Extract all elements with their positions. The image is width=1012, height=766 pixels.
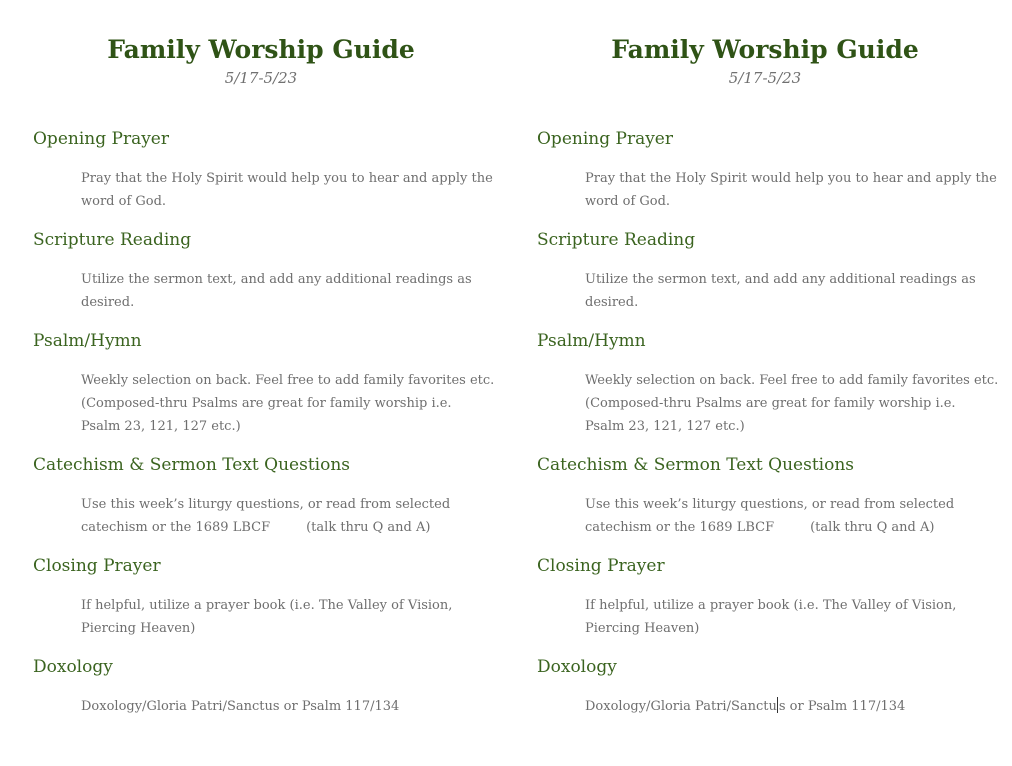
text-line [585,516,1005,539]
section-body-closing-prayer[interactable] [81,594,501,640]
text-line: Psalm 23, 121, 127 etc.) [585,419,745,434]
section-body-psalm-hymn[interactable] [81,369,501,438]
text-fragment: catechism or the 1689 LBCF [585,520,775,535]
page-title: Family Worship Guide [107,35,415,64]
section-body-scripture-reading[interactable] [81,268,501,314]
date-range: 5/17-5/23 [224,69,298,87]
text-fragment: (talk thru Q and A) [810,520,935,535]
section-body-catechism[interactable] [81,493,501,539]
section-heading-closing-prayer: Closing Prayer [537,556,665,576]
text-fragment: catechism or the 1689 LBCF [81,520,271,535]
text-line: desired. [81,295,135,310]
section-body-doxology[interactable] [81,695,501,718]
section-body-closing-prayer[interactable] [585,594,1005,640]
text-fragment: (talk thru Q and A) [306,520,431,535]
text-line [585,695,1005,718]
text-line: Use this week’s liturgy questions, or read from selected [81,497,451,512]
text-line: Pray that the Holy Spirit would help you to hear and apply the [81,171,493,186]
text-line: Doxology/Gloria Patri/Sanctus or Psalm 117/134 [81,699,400,714]
section-heading-scripture-reading: Scripture Reading [33,230,192,250]
text-line: (Composed-thru Psalms are great for family worship i.e. [81,396,452,411]
section-body-opening-prayer[interactable] [81,167,501,213]
section-heading-closing-prayer: Closing Prayer [33,556,161,576]
text-line: Weekly selection on back. Feel free to add family favorites etc. [585,373,999,388]
text-line: desired. [585,295,639,310]
section-body-doxology[interactable] [585,695,1005,718]
text-line: word of God. [585,194,671,209]
text-line: Utilize the sermon text, and add any additional readings as [585,272,976,287]
text-line [81,516,501,539]
section-heading-catechism: Catechism & Sermon Text Questions [537,455,855,475]
section-body-scripture-reading[interactable] [585,268,1005,314]
section-heading-scripture-reading: Scripture Reading [537,230,696,250]
section-body-catechism[interactable] [585,493,1005,539]
section-heading-doxology: Doxology [537,657,617,677]
section-body-opening-prayer[interactable] [585,167,1005,213]
text-line: Piercing Heaven) [81,621,196,636]
text-fragment: s or Psalm 117/134 [778,699,906,714]
text-line: (Composed-thru Psalms are great for family worship i.e. [585,396,956,411]
section-heading-opening-prayer: Opening Prayer [537,129,673,149]
worship-guide-page-right [520,0,1010,766]
page-title: Family Worship Guide [611,35,919,64]
text-line: Pray that the Holy Spirit would help you to hear and apply the [585,171,997,186]
text-line: If helpful, utilize a prayer book (i.e. The Valley of Vision, [81,598,453,613]
text-line: Psalm 23, 121, 127 etc.) [81,419,241,434]
text-line: If helpful, utilize a prayer book (i.e. The Valley of Vision, [585,598,957,613]
text-line: word of God. [81,194,167,209]
section-heading-psalm-hymn: Psalm/Hymn [537,331,646,351]
text-line: Use this week’s liturgy questions, or read from selected [585,497,955,512]
text-line: Utilize the sermon text, and add any additional readings as [81,272,472,287]
text-fragment: Doxology/Gloria Patri/Sanctu [585,699,777,714]
section-heading-doxology: Doxology [33,657,113,677]
section-body-psalm-hymn[interactable] [585,369,1005,438]
section-heading-psalm-hymn: Psalm/Hymn [33,331,142,351]
worship-guide-page-left [16,0,506,766]
section-heading-opening-prayer: Opening Prayer [33,129,169,149]
text-line: Weekly selection on back. Feel free to add family favorites etc. [81,373,495,388]
text-line: Piercing Heaven) [585,621,700,636]
section-heading-catechism: Catechism & Sermon Text Questions [33,455,351,475]
date-range: 5/17-5/23 [728,69,802,87]
